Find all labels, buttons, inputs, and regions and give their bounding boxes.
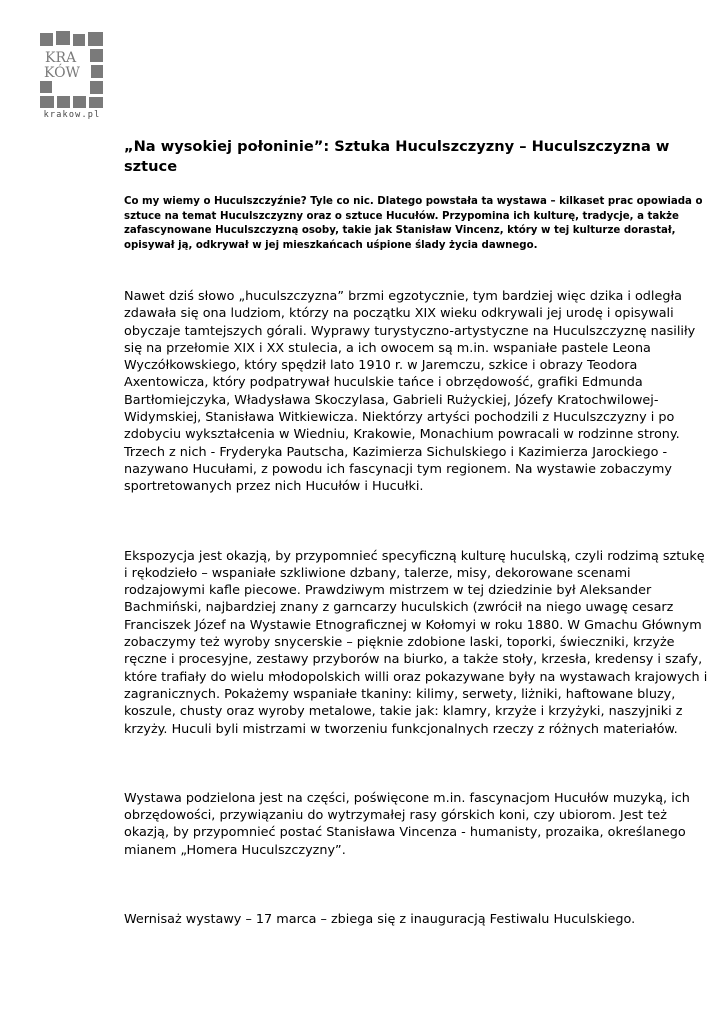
article-lead: Co my wiemy o Huculszczyźnie? Tyle co nic. Dlatego powstała ta wystawa – kilkaset prac opowiada o sztuce na temat Huculszczyzny oraz o sztuce Hucułów. Przypomina ich kulturę, tradycje, a także zafascynowane Huculszczyzną osoby, takie jak Stanisław Vincenz, który w tej kulturze dorastał, opisywał ją, odkrywał w jej mieszkańcach uśpione ślady życia dawnego. bbox=[124, 196, 703, 251]
krakow-logo-mark bbox=[38, 30, 106, 110]
logo-caption: krakow.pl bbox=[43, 110, 101, 120]
article-paragraph-4: Wernisaż wystawy – 17 marca – zbiega się z inauguracją Festiwalu Huculskiego. bbox=[124, 912, 636, 928]
krakow-logo bbox=[38, 30, 106, 130]
logo-text-line1: KRA bbox=[45, 50, 77, 66]
article-paragraph-2: Ekspozycja jest okazją, by przypomnieć specyficzną kulturę huculską, czyli rodzimą sztukę i rękodzieło – wspaniałe szkliwione dzbany, talerze, misy, dekorowane scenami rodzajowymi kafle piecowe. Prawdziwym mistrzem w tej dziedzinie był Aleksander Bachmiński, najbardziej znany z garncarzy huculskich (zwrócił na niego uwagę cesarz Franciszek Józef na Wystawie Etnograficznej w Kołomyi w roku 1880. W Gmachu Głównym zobaczymy też wyroby snycerskie – pięknie zdobione laski, toporki, świeczniki, krzyże ręczne i procesyjne, zestawy przyborów na biurko, a także stoły, krzesła, kredensy i szafy, które trafiały do wielu młodopolskich willi oraz pokazywane były na wystawach krajowych i zagranicznych. Pokażemy wspaniałe tkaniny: kilimy, serwety, liżniki, haftowane bluzy, koszule, chusty oraz wyroby metalowe, takie jak: klamry, krzyże i krzyżyki, naszyjniki z krzyży. Huculi byli mistrzami w tworzeniu funkcjonalnych rzeczy z różnych materiałów. bbox=[124, 548, 708, 737]
logo-text-line2: KÓW bbox=[44, 65, 80, 81]
article-paragraph-1: Nawet dziś słowo „huculszczyzna” brzmi egzotycznie, tym bardziej więc dzika i odległa zdawała się ona ludziom, którzy na początku XIX wieku odkrywali jej urodę i opisywali obyczaje tamtejszych górali. Wyprawy turystyczno-artystyczne na Huculszczyznę nasiliły się na przełomie XIX i XX stulecia, a ich owocem są m.in. wspaniałe pastele Leona Wyczółkowskiego, który spędził lato 1910 r. w Jaremczu, szkice i obrazy Teodora Axentowicza, który podpatrywał huculskie tańce i obrzędowość, grafiki Edmunda Bartłomiejczyka, Władysława Skoczylasa, Gabrieli Rużyckiej, Józefy Kratochwilowej-Widymskiej, Stanisława Witkiewicza. Niektórzy artyści pochodzili z Huculszczyzny i po zdobyciu wykształcenia w Wiedniu, Krakowie, Monachium powracali w rodzinne strony. Trzech z nich - Fryderyka Pautscha, Kazimierza Sichulskiego i Kazimierza Jarockiego - nazywano Hucułami, z powodu ich fascynacji tym regionem. Na wystawie zobaczymy sportretowanych przez nich Hucułów i Hucułki. bbox=[124, 289, 696, 495]
article-title: „Na wysokiej połoninie”: Sztuka Huculszczyzny – Huculszczyzna w sztuce bbox=[124, 138, 670, 175]
article bbox=[124, 137, 710, 928]
article-paragraph-3: Wystawa podzielona jest na części, poświęcone m.in. fascynacjom Hucułów muzyką, ich obrzędowości, przywiązaniu do wytrzymałej rasy górskich koni, czy ubiorom. Jest też okazją, by przypomnieć postać Stanisława Vincenza - humanisty, prozaika, określanego mianem „Homera Huculszczyzny”. bbox=[124, 790, 690, 858]
